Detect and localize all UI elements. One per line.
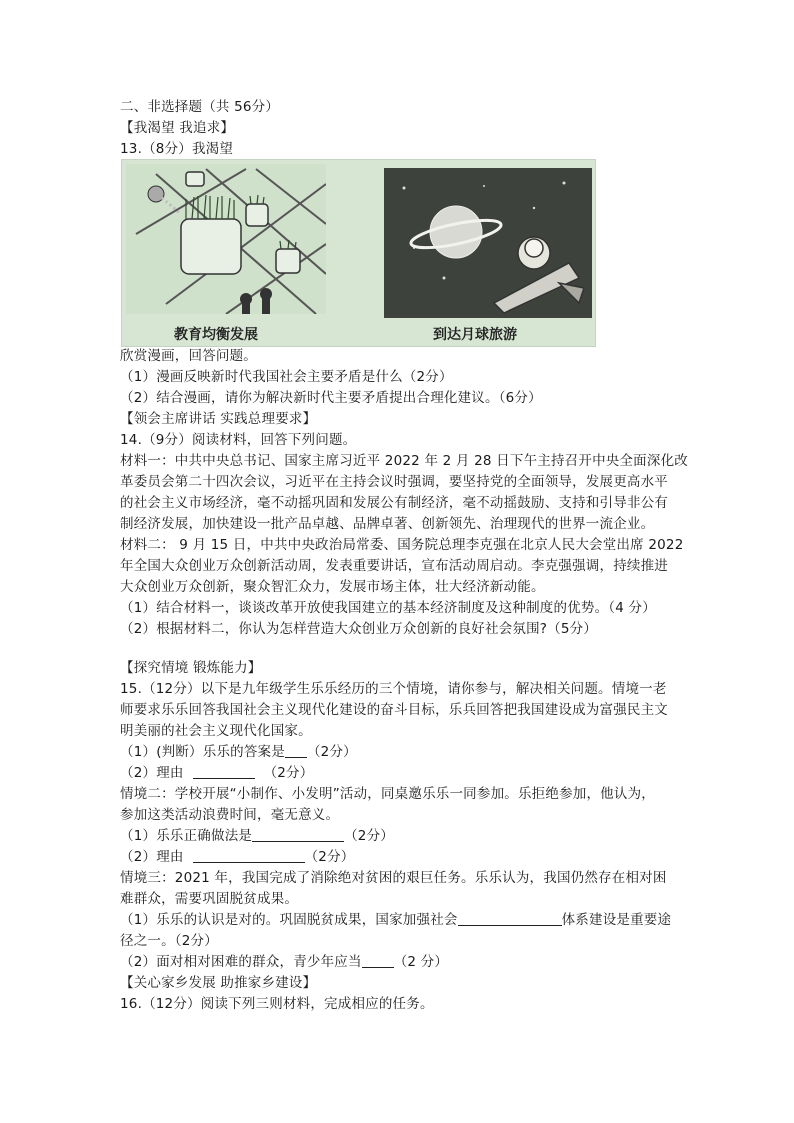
q15-scene-line: 参加这类活动浪费时间，毫无意义。 (120, 807, 340, 823)
education-comic-drawing (126, 164, 326, 314)
q15-scene-line: 难群众，需要巩固脱贫成果。 (120, 891, 299, 907)
q13-line: 欣赏漫画，回答问题。 (120, 348, 257, 364)
q15-answer-row (120, 826, 394, 846)
answer-blank[interactable] (362, 953, 394, 968)
q14-line: 大众创业万众创新，聚众智汇众力，发展市场主体，壮大经济新动能。 (120, 579, 545, 595)
answer-blank[interactable] (193, 848, 305, 863)
q15-scene-line: 情境三：2021 年，我国完成了消除绝对贫困的艰巨任务。乐乐认为，我国仍然存在相对困 (120, 870, 667, 886)
comic-illustration (121, 159, 596, 347)
q15-label: （2）理由 (120, 765, 184, 781)
q14-line: （2）根据材料二，你认为怎样营造大众创业万众创新的良好社会氛围?（5分） (120, 621, 598, 637)
question-16-title: 16.（12分）阅读下列三则材料，完成相应的任务。 (120, 996, 434, 1012)
section-header-3: 【探究情境 锻炼能力】 (120, 660, 262, 676)
answer-blank[interactable] (252, 827, 344, 842)
q15-label-tail: 体系建设是重要途 (561, 912, 672, 928)
comic-left-caption: 教育均衡发展 (174, 327, 258, 343)
q14-line: 的社会主义市场经济，毫不动摇巩固和发展公有制经济，毫不动摇鼓励、支持和引导非公有 (120, 495, 668, 511)
q15-answer-row (120, 910, 671, 930)
answer-blank[interactable] (285, 743, 307, 758)
section-title: 二、非选择题（共 56分） (120, 99, 280, 115)
q15-answer-row (120, 847, 354, 867)
answer-blank[interactable] (458, 911, 562, 926)
q15-intro-line: 明美丽的社会主义现代化国家。 (120, 723, 312, 739)
section-header-4: 【关心家乡发展 助推家乡建设】 (120, 975, 317, 991)
q15-score: （2分） (306, 744, 357, 760)
moon-travel-comic-drawing (384, 168, 592, 318)
q15-answer-row (120, 742, 357, 762)
q15-score: （2 分） (393, 954, 449, 970)
section-header-1: 【我渴望 我追求】 (120, 120, 235, 136)
q15-scene-line: 情境二：学校开展“小制作、小发明”活动，同桌邀乐乐一同参加。乐拒绝参加，他认为， (120, 786, 655, 802)
q14-line: 年全国大众创业万众创新活动周，发表重要讲话，宣布活动周启动。李克强强调，持续推进 (120, 558, 668, 574)
q15-label: （2）理由 (120, 849, 184, 865)
q14-line: 材料二： 9 月 15 日，中共中央政治局常委、国务院总理李克强在北京人民大会堂出席 2022 (120, 537, 684, 553)
question-13-title: 13.（8分）我渴望 (120, 141, 234, 157)
comic-right-caption: 到达月球旅游 (433, 327, 517, 343)
q14-line: （1）结合材料一，谈谈改革开放使我国建立的基本经济制度及这种制度的优势。（4 分） (120, 600, 656, 616)
q14-line: 材料一：中共中央总书记、国家主席习近平 2022 年 2 月 28 日下午主持召开中央全面深化改 (120, 453, 688, 469)
answer-blank[interactable] (193, 764, 255, 779)
q15-line: 径之一。（2分） (120, 933, 218, 949)
q15-answer-row (120, 952, 448, 972)
q14-line: 革委员会第二十四次会议，习近平在主持会议时强调，要坚持党的全面领导，发展更高水平 (120, 474, 668, 490)
section-header-2: 【领会主席讲话 实践总理要求】 (120, 411, 317, 427)
q15-label: （2）面对相对困难的群众，青少年应当 (120, 954, 362, 970)
q15-label: （1）(判断）乐乐的答案是 (120, 744, 285, 760)
q15-intro-line: 15.（12分）以下是九年级学生乐乐经历的三个情境，请你参与，解决相关问题。情境一老 (120, 681, 667, 697)
q15-intro-line: 师要求乐乐回答我国社会主义现代化建设的奋斗目标，乐兵回答把我国建设成为富强民主文 (120, 702, 668, 718)
q15-score: （2分） (304, 849, 355, 865)
q14-line: 制经济发展，加快建设一批产品卓越、品牌卓著、创新领先、治理现代的世界一流企业。 (120, 516, 655, 532)
q15-label: （1）乐乐正确做法是 (120, 828, 253, 844)
q15-label: （1）乐乐的认识是对的。巩固脱贫成果，国家加强社会 (120, 912, 458, 928)
q15-score: （2分） (344, 828, 394, 844)
q15-answer-row (120, 763, 313, 783)
q13-line: （1）漫画反映新时代我国社会主要矛盾是什么（2分） (120, 369, 453, 385)
question-14-title: 14.（9分）阅读材料，回答下列问题。 (120, 432, 357, 448)
q13-line: （2）结合漫画，请你为解决新时代主要矛盾提出合理化建议。（6分） (120, 390, 542, 406)
q15-score: （2分） (263, 765, 314, 781)
